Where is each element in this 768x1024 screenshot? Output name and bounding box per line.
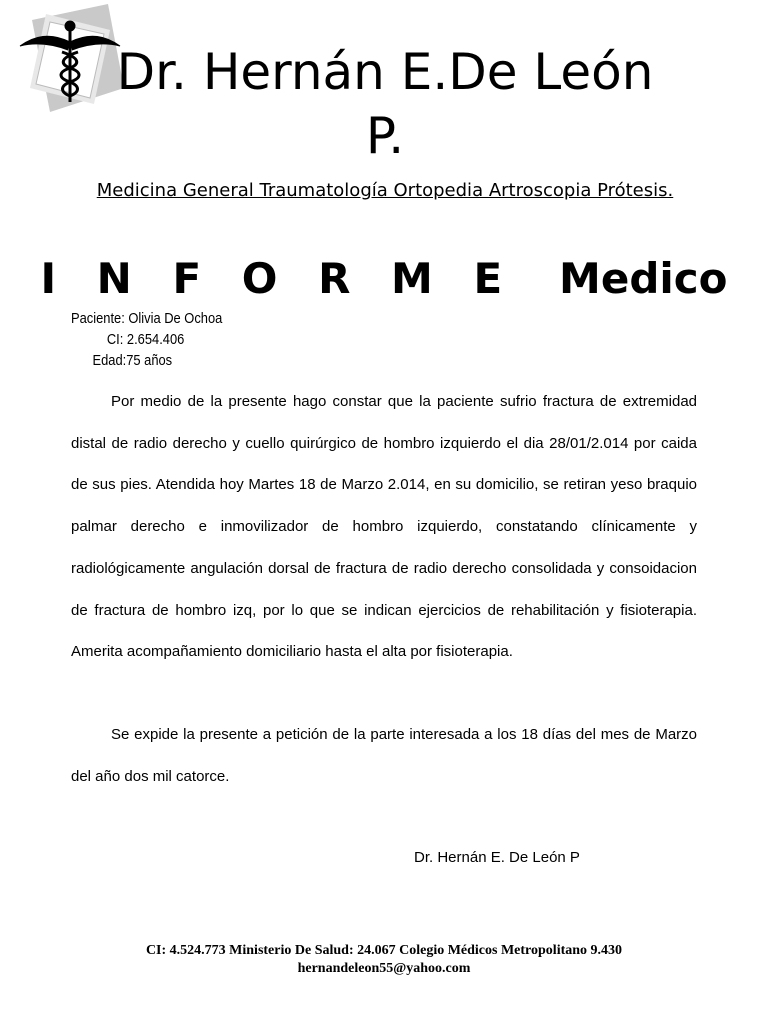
footer-email: hernandeleon55@yahoo.com (297, 961, 471, 976)
patient-ci-row (71, 329, 222, 350)
patient-age-row (71, 350, 222, 371)
doctor-name: Dr. Hernán E.De León P. (116, 43, 654, 165)
patient-info (71, 308, 222, 371)
report-title (0, 252, 768, 306)
footer-registration: CI: 4.524.773 Ministerio De Salud: 24.067 Colegio Médicos Metropolitano 9.430 (145, 943, 623, 958)
patient-name: Olivia De Ochoa (128, 310, 223, 327)
footer (0, 942, 768, 978)
report-paragraph-1: Por medio de la presente hago constar que la paciente sufrio fractura de extremidad distal de radio derecho y cuello quirúrgico de hombro izquierdo el dia 28/01/2.014 por caida de sus pies. Atendida hoy Martes 18 de Marzo 2.014, en su domicilio, se retiran yeso braquio palmar derecho e inmovilizador de hombro izquierdo, constatando clínicamente y radiológicamente angulación dorsal de fractura de radio derecho consolidada y consoidacion de fractura de hombro izq, por lo que se indican ejercicios de rehabilitación y fisioterapia. Amerita acompañamiento domiciliario hasta el alta por fisioterapia. (71, 393, 697, 661)
signature: Dr. Hernán E. De León P (414, 849, 580, 866)
patient-ci: 2.654.406 (126, 331, 185, 348)
specialties: Medicina General Traumatología Ortopedia Artroscopia Prótesis. (96, 180, 674, 201)
patient-name-row (71, 308, 222, 329)
report-paragraph-2: Se expide la presente a petición de la parte interesada a los 18 días del mes de Marzo del año dos mil catorce. (71, 726, 697, 785)
report-title-word: Medico (559, 254, 728, 303)
patient-ci-label: CI: (106, 331, 124, 348)
patient-age: 75 años (126, 352, 173, 369)
patient-age-label: Edad: (92, 352, 127, 369)
report-title-spaced: I N F O R M E (40, 254, 516, 303)
patient-name-label: Paciente: (71, 310, 125, 327)
